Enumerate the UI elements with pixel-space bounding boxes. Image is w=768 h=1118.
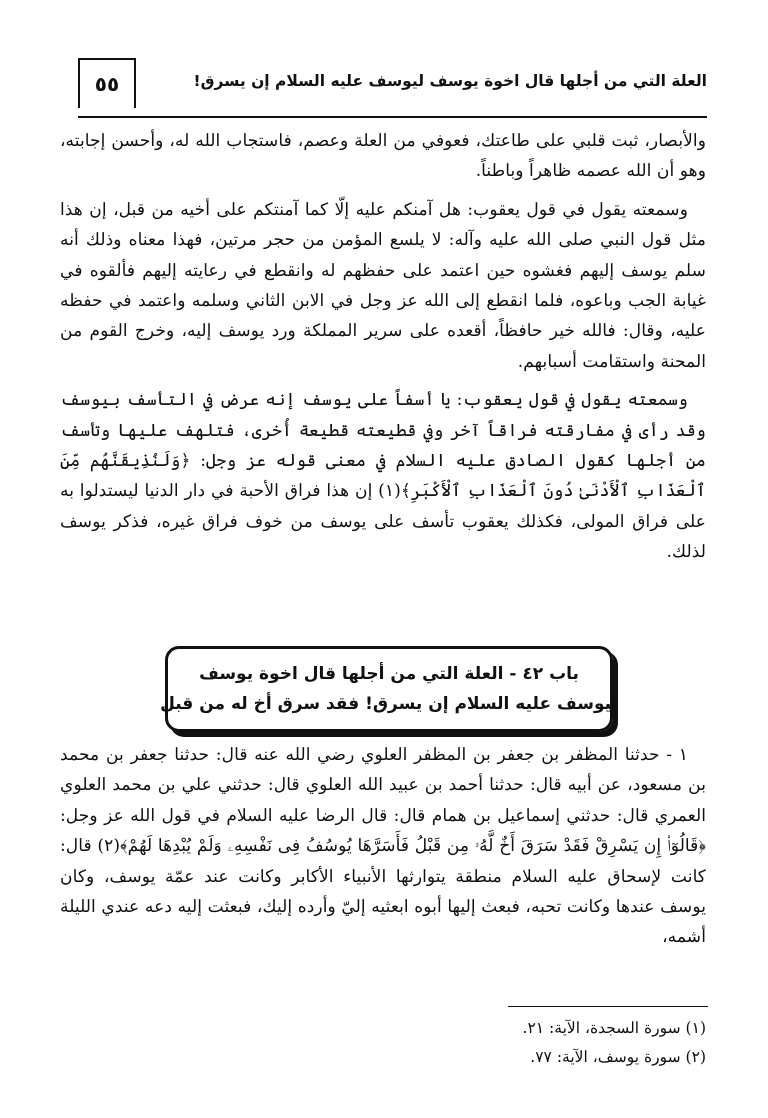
running-title: العلة التي من أجلها قال اخوة يوسف ليوسف عليه السلام إن يسرق! [193, 72, 707, 90]
chapter-heading-line-2: ليوسف عليه السلام إن يسرق! فقد سرق أخ له من قبل [160, 694, 618, 714]
main-text-block [60, 126, 706, 576]
footnote-divider [508, 1006, 708, 1007]
chapter-heading-box [160, 646, 618, 732]
chapter-heading-line-1: باب ٤٢ - العلة التي من أجلها قال اخوة يوسف [199, 664, 579, 684]
footnote-2: (٢) سورة يوسف، الآية: ٧٧. [530, 1048, 706, 1066]
footnote-1: (١) سورة السجدة، الآية: ٢١. [522, 1019, 706, 1037]
paragraph-3: وسمعته يقول في قول يعقوب: يا أسفاً على يوسف إنه عرض في التأسف بيوسف وقد رأى في مفارقته فراقاً آخر وفي قطيعته قطيعة أُخرى، فتلهف عليها وتأسف من أجلها كقول الصادق عليه السلام في معنى قوله عز وجل: ﴿وَلَنُذِيقَنَّهُم مِّنَ ٱلْعَذَابِ ٱلْأَدْنَىٰ دُونَ ٱلْعَذَابِ ٱلْأَكْبَرِ﴾(١) إن هذا فراق الأحبة في دار الدنيا ليستدلوا به على فراق المولى، فكذلك يعقوب تأسف على يوسف من خوف فراق غيره، فذكر يوسف لذلك. [60, 390, 706, 563]
page-number: ٥٥ [78, 58, 136, 108]
paragraph-1: والأبصار، ثبت قلبي على طاعتك، فعوفي من العلة وعصم، فاستجاب الله له، وأحسن إجابته، وهو أن الله عصمه ظاهراً وباطناً. [60, 131, 706, 182]
hadith-text-block [60, 740, 706, 961]
paragraph-2: وسمعته يقول في قول يعقوب: هل آمنكم عليه إلّا كما آمنتكم على أخيه من قبل، إن هذا مثل قول النبي صلى الله عليه وآله: لا يلسع المؤمن من حجر مرتين، فهذا معناه وذلك أنه سلم يوسف إليهم فغشوه حين اعتمد على حفظهم له وانقطع في رعايته إليهم فألقوه في غيابة الجب وباعوه، فلما انقطع إلى الله عز وجل في الابن الثاني وسلمه واعتمد في حفظه عليه، وقال: فالله خير حافظاً، أقعده على سرير المملكة ورد يوسف إليه، وخرج القوم من المحنة واستقامت أسبابهم. [60, 199, 706, 372]
footnotes [60, 1014, 706, 1072]
header-rule [78, 116, 707, 118]
hadith-paragraph: ١ - حدثنا المظفر بن جعفر بن المظفر العلوي رضي الله عنه قال: حدثنا جعفر بن محمد بن مسعود، عن أبيه قال: حدثنا أحمد بن عبيد الله العلوي قال: حدثني علي بن محمد العلوي العمري قال: حدثني إسماعيل بن همام قال: قال الرضا عليه السلام في قول الله عز وجل: ﴿قَالُوٓا۟ إِن يَسْرِقْ فَقَدْ سَرَقَ أَخٌ لَّهُۥ مِن قَبْلُ فَأَسَرَّهَا يُوسُفُ فِى نَفْسِهِۦ وَلَمْ يُبْدِهَا لَهُمْ﴾(٢) قال: كانت لإسحاق عليه السلام منطقة يتوارثها الأنبياء الأكابر وكانت عند عمّة يوسف، وكان يوسف عندها وكانت تحبه، فبعث إليها أبوه ابعثيه إليّ وأرده إليك، فبعثت إليه دعه عندي الليلة أشمه، [60, 745, 706, 948]
page-header [78, 58, 707, 118]
